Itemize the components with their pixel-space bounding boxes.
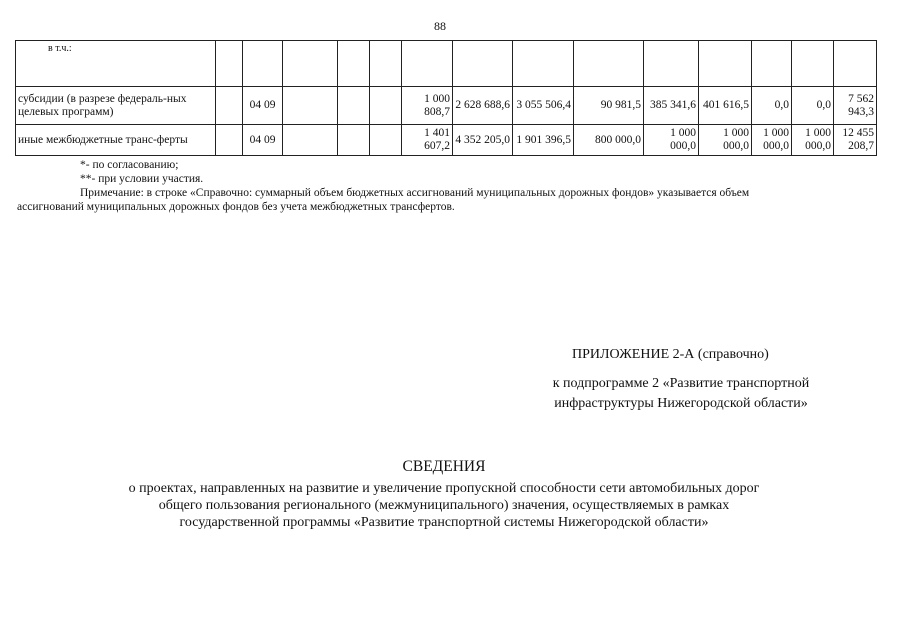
table-cell [283, 41, 338, 87]
table-cell [283, 125, 338, 156]
table-cell [699, 41, 752, 87]
table-cell [216, 41, 243, 87]
table-row [16, 87, 877, 125]
table-cell [370, 41, 402, 87]
table-cell [283, 87, 338, 125]
value-cell: 800 000,0 [574, 125, 644, 156]
value-cell: 2 628 688,6 [453, 87, 513, 125]
appendix-reference [540, 374, 822, 414]
table-cell [338, 41, 370, 87]
value-cell: 3 055 506,4 [513, 87, 574, 125]
footnote-agreement: *- по согласованию; [80, 159, 179, 171]
table-cell [453, 41, 513, 87]
value-cell: 1 000 000,0 [752, 125, 792, 156]
section-code: 04 09 [243, 87, 283, 125]
row-label-vtch: в т.ч.: [16, 41, 216, 87]
section-code: 04 09 [243, 125, 283, 156]
table-cell [216, 125, 243, 156]
document-subheading [0, 480, 888, 531]
table-cell [752, 41, 792, 87]
value-cell: 1 401 607,2 [402, 125, 453, 156]
table-cell [370, 87, 402, 125]
footnote-participation: **- при условии участия. [80, 173, 204, 185]
value-cell: 4 352 205,0 [453, 125, 513, 156]
table-row [16, 41, 877, 87]
table-cell [644, 41, 699, 87]
budget-table [15, 40, 877, 156]
note-text: Примечание: в строке «Справочно: суммарный объем бюджетных ассигнований муниципальных дорожных фондов» указывается объем [80, 187, 750, 199]
note-text-continued: ассигнований муниципальных дорожных фондов без учета межбюджетных трансфертов. [17, 201, 455, 213]
table-cell [370, 125, 402, 156]
value-cell: 385 341,6 [644, 87, 699, 125]
row-label-subsidies: субсидии (в разрезе федераль-ных целевых программ) [16, 87, 216, 125]
value-cell: 1 901 396,5 [513, 125, 574, 156]
appendix-ref-line: к подпрограмме 2 «Развитие транспортной [552, 376, 810, 391]
value-cell: 401 616,5 [699, 87, 752, 125]
page-number: 88 [434, 19, 446, 33]
subheading-line: общего пользования регионального (межмуниципального) значения, осуществляемых в рамках [158, 498, 730, 513]
table-row [16, 125, 877, 156]
appendix-title: ПРИЛОЖЕНИЕ 2-А (справочно) [572, 347, 769, 362]
table-cell [402, 41, 453, 87]
table-cell [574, 41, 644, 87]
table-cell [792, 41, 834, 87]
value-cell: 7 562 943,3 [834, 87, 877, 125]
table-cell [216, 87, 243, 125]
value-cell: 1 000 000,0 [644, 125, 699, 156]
value-cell: 0,0 [792, 87, 834, 125]
table-cell [338, 87, 370, 125]
table-cell [338, 125, 370, 156]
value-cell: 1 000 808,7 [402, 87, 453, 125]
subheading-line: о проектах, направленных на развитие и увеличение пропускной способности сети автомобильных дорог [128, 481, 760, 496]
appendix-ref-line: инфраструктуры Нижегородской области» [554, 396, 808, 411]
table-cell [513, 41, 574, 87]
value-cell: 1 000 000,0 [792, 125, 834, 156]
table-cell [834, 41, 877, 87]
value-cell: 0,0 [752, 87, 792, 125]
footnotes [17, 158, 880, 214]
value-cell: 90 981,5 [574, 87, 644, 125]
document-heading: СВЕДЕНИЯ [402, 458, 486, 475]
table-cell [243, 41, 283, 87]
value-cell: 1 000 000,0 [699, 125, 752, 156]
row-label-transfers: иные межбюджетные транс-ферты [16, 125, 216, 156]
subheading-line: государственной программы «Развитие транспортной системы Нижегородской области» [179, 515, 709, 530]
value-cell: 12 455 208,7 [834, 125, 877, 156]
